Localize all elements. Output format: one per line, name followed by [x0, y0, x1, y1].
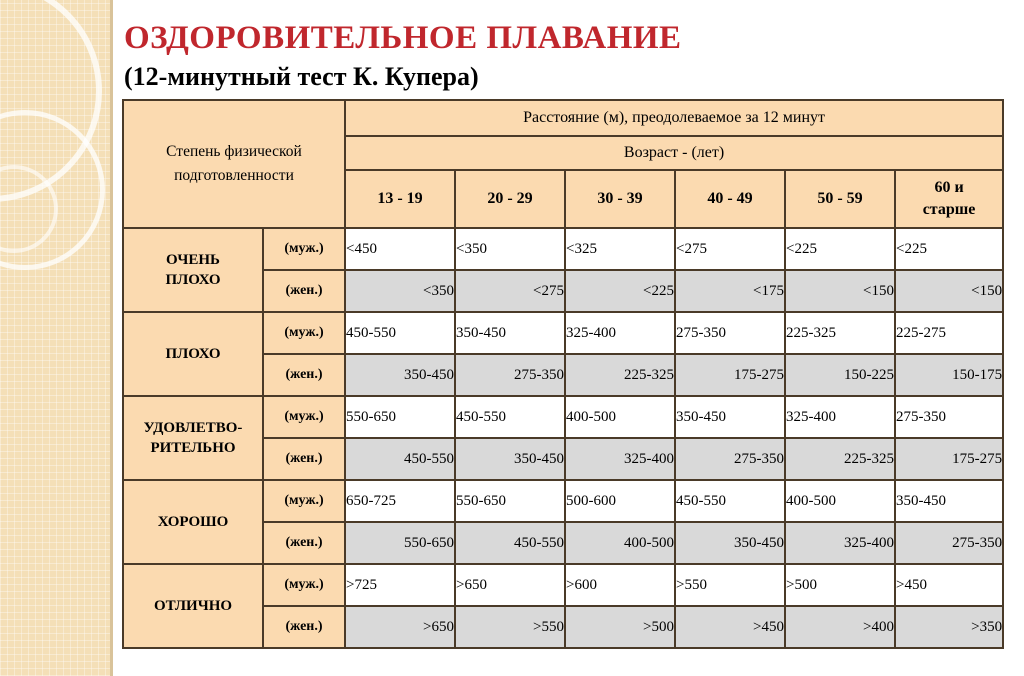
distance-cell: 350-450: [675, 396, 785, 438]
distance-cell: 400-500: [785, 480, 895, 522]
distance-cell: <325: [565, 228, 675, 270]
age-group-header: 60 и старше: [895, 170, 1003, 228]
fitness-level-label: ПЛОХО: [123, 312, 263, 396]
fitness-level-label: ОЧЕНЬ ПЛОХО: [123, 228, 263, 312]
distance-header: Расстояние (м), преодолеваемое за 12 минут: [345, 100, 1003, 136]
distance-cell: 325-400: [785, 522, 895, 564]
female-label: (жен.): [263, 438, 345, 480]
distance-cell: 150-225: [785, 354, 895, 396]
male-label: (муж.): [263, 564, 345, 606]
distance-cell: >350: [895, 606, 1003, 648]
distance-cell: 350-450: [455, 438, 565, 480]
distance-cell: 450-550: [345, 312, 455, 354]
distance-cell: >450: [895, 564, 1003, 606]
female-label: (жен.): [263, 606, 345, 648]
table-row: [123, 480, 1003, 522]
distance-cell: >500: [785, 564, 895, 606]
female-label: (жен.): [263, 354, 345, 396]
distance-cell: >550: [675, 564, 785, 606]
distance-cell: >500: [565, 606, 675, 648]
distance-cell: 350-450: [895, 480, 1003, 522]
distance-cell: <150: [895, 270, 1003, 312]
distance-cell: 325-400: [565, 438, 675, 480]
table-row: [123, 312, 1003, 354]
distance-cell: 450-550: [455, 522, 565, 564]
distance-cell: 225-325: [785, 312, 895, 354]
table-row: [123, 228, 1003, 270]
distance-cell: 350-450: [455, 312, 565, 354]
distance-cell: >400: [785, 606, 895, 648]
distance-cell: 275-350: [455, 354, 565, 396]
distance-cell: 325-400: [565, 312, 675, 354]
distance-cell: 275-350: [895, 396, 1003, 438]
age-group-header: 40 - 49: [675, 170, 785, 228]
distance-cell: 350-450: [345, 354, 455, 396]
distance-cell: 150-175: [895, 354, 1003, 396]
distance-cell: 175-275: [895, 438, 1003, 480]
male-label: (муж.): [263, 480, 345, 522]
distance-cell: 175-275: [675, 354, 785, 396]
sidebar-divider: [110, 0, 113, 676]
distance-cell: <225: [785, 228, 895, 270]
table-row: [123, 396, 1003, 438]
distance-cell: <150: [785, 270, 895, 312]
level-column-header: Степень физической подготовленности: [123, 100, 345, 228]
distance-cell: 225-325: [565, 354, 675, 396]
distance-cell: >550: [455, 606, 565, 648]
female-label: (жен.): [263, 270, 345, 312]
distance-cell: 450-550: [345, 438, 455, 480]
cooper-test-table: [122, 99, 1004, 649]
distance-cell: >450: [675, 606, 785, 648]
distance-cell: 400-500: [565, 522, 675, 564]
distance-cell: <275: [455, 270, 565, 312]
distance-cell: <225: [895, 228, 1003, 270]
page-title: ОЗДОРОВИТЕЛЬНОЕ ПЛАВАНИЕ: [124, 20, 682, 56]
distance-cell: >650: [455, 564, 565, 606]
distance-cell: 225-275: [895, 312, 1003, 354]
distance-cell: 275-350: [675, 312, 785, 354]
distance-cell: <275: [675, 228, 785, 270]
male-label: (муж.): [263, 396, 345, 438]
fitness-level-label: ОТЛИЧНО: [123, 564, 263, 648]
fitness-level-label: ХОРОШО: [123, 480, 263, 564]
distance-cell: 275-350: [675, 438, 785, 480]
distance-cell: 275-350: [895, 522, 1003, 564]
distance-cell: >600: [565, 564, 675, 606]
age-group-header: 13 - 19: [345, 170, 455, 228]
distance-cell: <450: [345, 228, 455, 270]
table-row: [123, 564, 1003, 606]
fitness-level-label: УДОВЛЕТВО-РИТЕЛЬНО: [123, 396, 263, 480]
age-header: Возраст - (лет): [345, 136, 1003, 170]
male-label: (муж.): [263, 228, 345, 270]
distance-cell: 500-600: [565, 480, 675, 522]
distance-cell: <225: [565, 270, 675, 312]
distance-cell: >725: [345, 564, 455, 606]
distance-cell: <175: [675, 270, 785, 312]
distance-cell: 550-650: [345, 522, 455, 564]
male-label: (муж.): [263, 312, 345, 354]
distance-cell: 350-450: [675, 522, 785, 564]
distance-cell: <350: [345, 270, 455, 312]
distance-cell: 550-650: [345, 396, 455, 438]
decorative-sidebar: [0, 0, 110, 676]
age-group-header: 50 - 59: [785, 170, 895, 228]
distance-cell: 225-325: [785, 438, 895, 480]
distance-cell: 400-500: [565, 396, 675, 438]
page-subtitle: (12-минутный тест К. Купера): [124, 62, 479, 91]
female-label: (жен.): [263, 522, 345, 564]
distance-cell: >650: [345, 606, 455, 648]
age-group-header: 20 - 29: [455, 170, 565, 228]
distance-cell: 550-650: [455, 480, 565, 522]
distance-cell: <350: [455, 228, 565, 270]
age-group-header: 30 - 39: [565, 170, 675, 228]
distance-cell: 325-400: [785, 396, 895, 438]
distance-cell: 650-725: [345, 480, 455, 522]
distance-cell: 450-550: [455, 396, 565, 438]
distance-cell: 450-550: [675, 480, 785, 522]
